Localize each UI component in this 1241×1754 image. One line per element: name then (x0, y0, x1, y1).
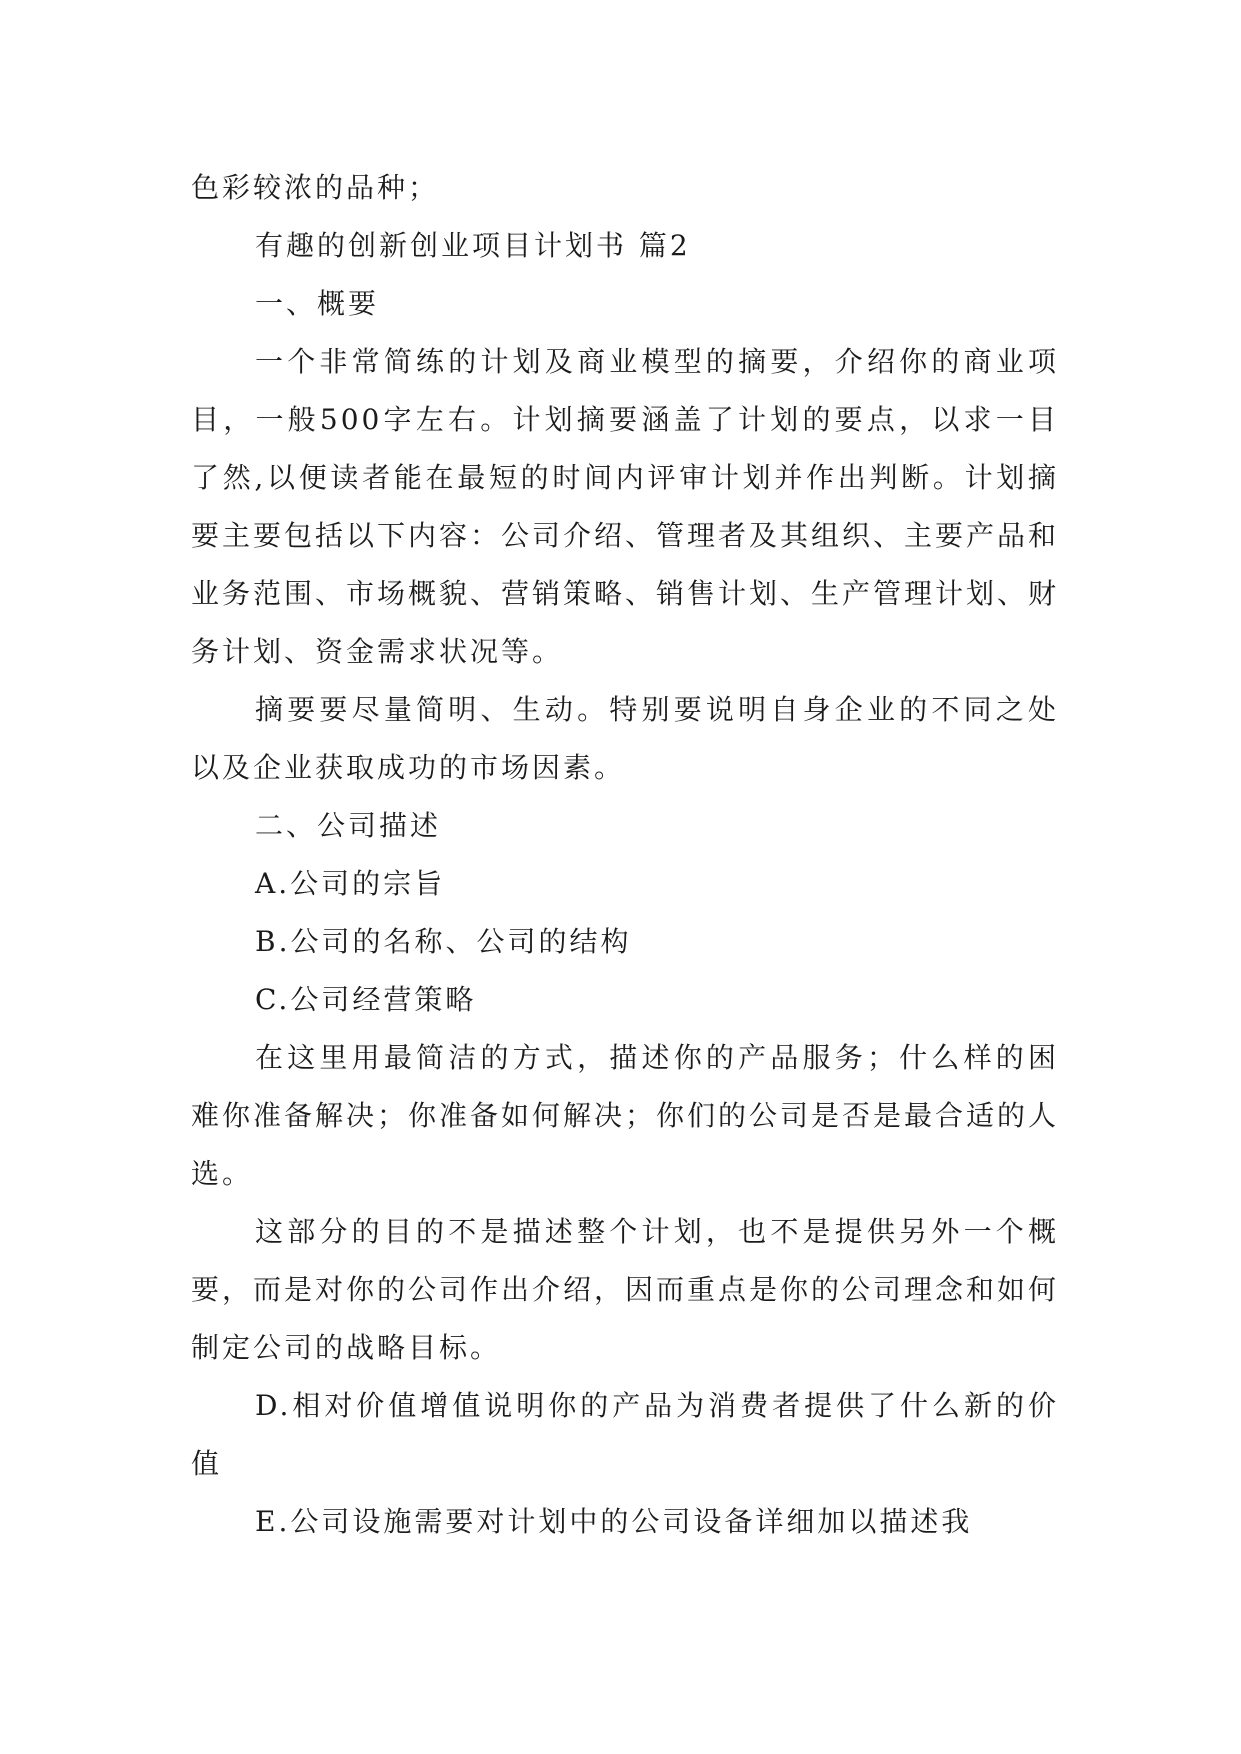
document-body (191, 159, 1059, 1551)
section-title: 有趣的创新创业项目计划书 篇2 (255, 229, 691, 262)
paragraph: 在这里用最简洁的方式，描述你的产品服务；什么样的困难你准备解决；你准备如何解决；你们的公司是否是最合适的人选。 (191, 1041, 1060, 1190)
paragraph: 色彩较浓的品种； (191, 171, 440, 204)
list-item: B.公司的名称、公司的结构 (255, 925, 632, 958)
list-item: A.公司的宗旨 (255, 867, 446, 900)
paragraph: 一个非常简练的计划及商业模型的摘要，介绍你的商业项目，一般500字左右。计划摘要涵盖了计划的要点，以求一目了然,以便读者能在最短的时间内评审计划并作出判断。计划摘要主要包括以下内容：公司介绍、管理者及其组织、主要产品和业务范围、市场概貌、营销策略、销售计划、生产管理计划、财务计划、资金需求状况等。 (191, 345, 1060, 668)
section-heading: 二、公司描述 (255, 809, 442, 842)
paragraph: 这部分的目的不是描述整个计划，也不是提供另外一个概要，而是对你的公司作出介绍，因而重点是你的公司理念和如何制定公司的战略目标。 (191, 1215, 1060, 1364)
list-item: C.公司经营策略 (255, 983, 477, 1016)
list-item: D.相对价值增值说明你的产品为消费者提供了什么新的价值 (191, 1389, 1059, 1480)
paragraph: 摘要要尽量简明、生动。特别要说明自身企业的不同之处以及企业获取成功的市场因素。 (191, 693, 1059, 784)
list-item: E.公司设施需要对计划中的公司设备详细加以描述我 (255, 1505, 973, 1538)
section-heading: 一、概要 (255, 287, 380, 320)
